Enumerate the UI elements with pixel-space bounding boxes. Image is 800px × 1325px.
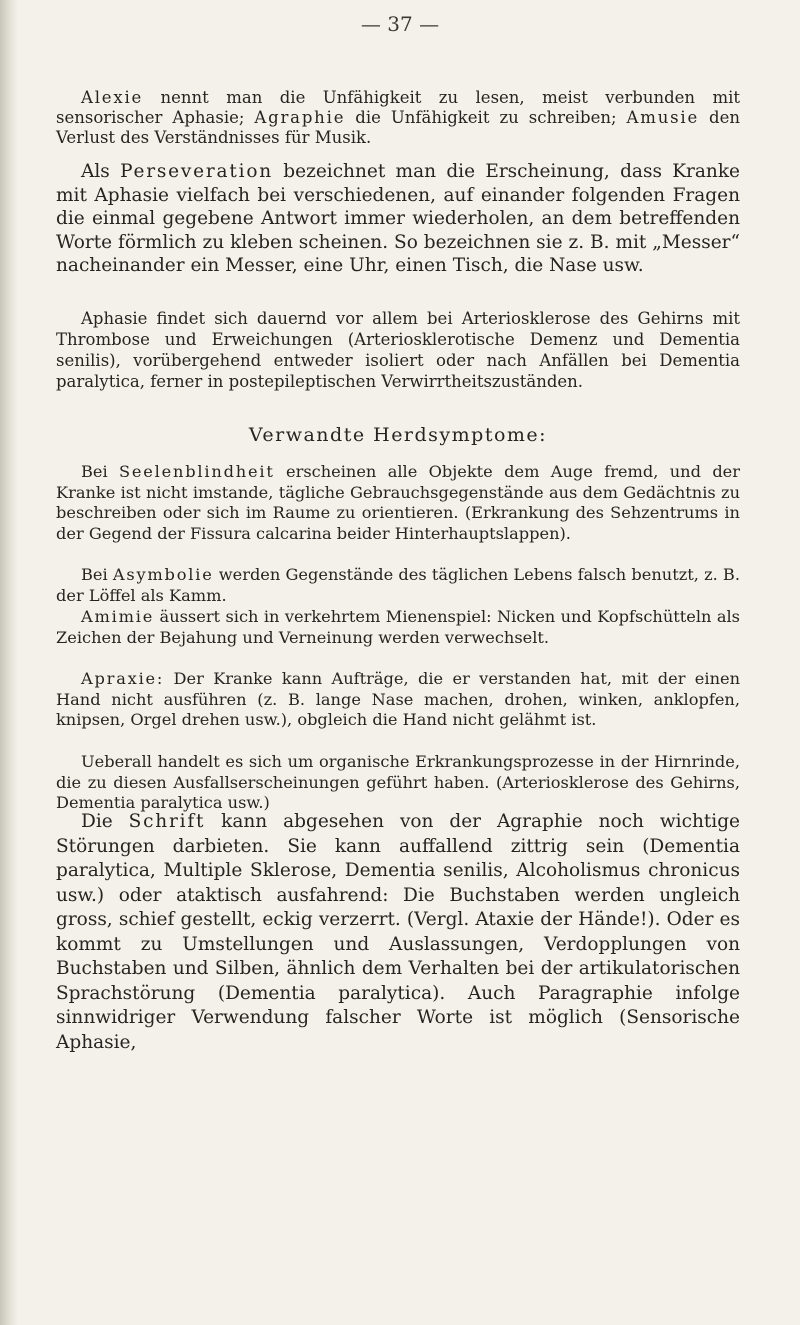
perseveration-text: Als Perseveration bezeichnet man die Erscheinung, dass Kranke mit Aphasie vielfach bei verschiedenen, auf einander folgenden Fragen die einmal gegebene Antwort immer wiederholen, an dem betreffenden Worte förmlich zu kleben scheinen. So bezeichnen sie z. B. mit „Messer“ nacheinander ein Messer, eine Uhr, einen Tisch, die Nase usw. [56,161,740,276]
paragraph-ueberall [56,752,740,814]
paragraph-amimie [56,607,740,648]
page-number: — 37 — [360,12,440,36]
term-amimie: Amimie [81,607,155,626]
paragraph-schrift [56,810,740,1055]
seelenblindheit-text: Bei Seelenblindheit erscheinen alle Objekte dem Auge fremd, und der Kranke ist nicht imstande, tägliche Gebrauchsgegenstände aus dem Gedächtnis zu beschreiben oder sich im Raume zu orientieren. (Erkrankung des Sehzentrums in der Gegend der Fissura calcarina beider Hinterhauptslappen). [56,462,740,543]
alexie-text: Alexie nennt man die Unfähigkeit zu lesen, meist verbunden mit sensorischer Aphasie; Agraphie die Unfähigkeit zu schreiben; Amusie den Verlust des Verständnisses für Musik. [56,88,740,147]
term-schrift: Schrift [128,811,206,832]
term-agraphie: Agraphie [254,108,346,127]
amimie-text: Amimie äussert sich in verkehrtem Mienenspiel: Nicken und Kopfschütteln als Zeichen der Bejahung und Verneinung werden verwechselt. [56,607,740,647]
heading-herdsymptome [56,424,740,446]
aphasie-text: Aphasie findet sich dauernd vor allem bei Arteriosklerose des Gehirns mit Thrombose und Erweichungen (Arteriosklerotische Demenz und Dementia senilis), vorübergehend entweder isoliert oder nach Anfällen bei Dementia paralytica, ferner in postepileptischen Verwirrtheitszuständen. [56,309,740,391]
term-amusie: Amusie [626,108,700,127]
term-seelenblindheit: Seelenblindheit [119,462,275,481]
ueberall-text: Ueberall handelt es sich um organische Erkrankungsprozesse in der Hirnrinde, die zu diesen Ausfallserscheinungen geführt haben. (Arteriosklerose des Gehirns, Dementia paralytica usw.) [56,752,740,812]
term-apraxie: Apraxie: [81,669,165,688]
section-heading: Verwandte Herdsymptome: [248,424,548,446]
paragraph-alexie [56,88,740,148]
paragraph-asymbolie [56,565,740,606]
paragraph-perseveration [56,160,740,278]
schrift-text: Die Schrift kann abgesehen von der Agraphie noch wichtige Störungen darbieten. Sie kann auffallend zittrig sein (Dementia paralytica, Multiple Sklerose, Dementia senilis, Alcoholismus chronicus usw.) oder ataktisch ausfahrend: Die Buchstaben werden ungleich gross, schief gestellt, eckig verzerrt. (Vergl. Ataxie der Hände!). Oder es kommt zu Umstellungen und Auslassungen, Verdopplungen von Buchstaben und Silben, ähnlich dem Verhalten bei der artikulatorischen Sprachstörung (Dementia paralytica). Auch Paragraphie infolge sinnwidriger Verwendung falscher Worte ist möglich (Sensorische Aphasie, [56,811,740,1053]
asymbolie-text: Bei Asymbolie werden Gegenstände des täglichen Lebens falsch benutzt, z. B. der Löffel als Kamm. [56,565,740,605]
term-asymbolie: Asymbolie [112,565,214,584]
apraxie-text: Apraxie: Der Kranke kann Aufträge, die er verstanden hat, mit der einen Hand nicht ausführen (z. B. lange Nase machen, drohen, winken, anklopfen, knipsen, Orgel drehen usw.), obgleich die Hand nicht gelähmt ist. [56,669,740,729]
paragraph-aphasie [56,308,740,392]
paragraph-seelenblindheit [56,462,740,544]
paragraph-apraxie [56,669,740,731]
term-alexie: Alexie [81,88,144,107]
term-perseveration: Perseveration [120,161,273,182]
